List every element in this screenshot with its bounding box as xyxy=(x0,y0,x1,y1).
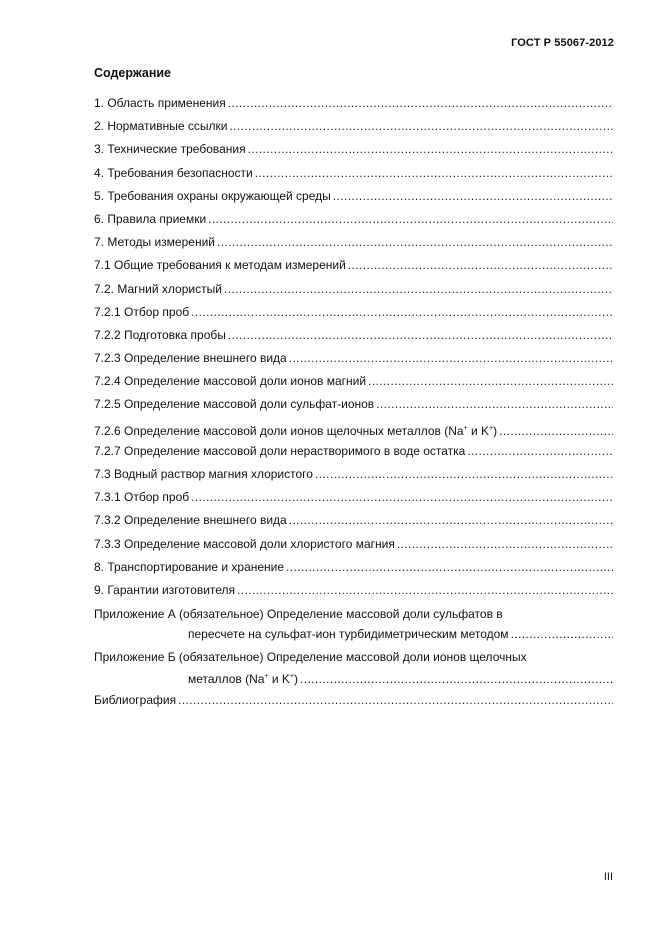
leader-dots xyxy=(376,393,613,416)
toc-entry[interactable] xyxy=(94,347,613,370)
toc-entry[interactable] xyxy=(94,509,613,532)
toc-entry-label: 7.1 Общие требования к методам измерений xyxy=(94,258,346,273)
toc-entry[interactable] xyxy=(94,138,613,161)
leader-dots xyxy=(289,347,613,370)
leader-dots xyxy=(178,689,613,712)
toc-title: Содержание xyxy=(94,66,172,80)
toc-entry[interactable] xyxy=(94,208,613,231)
toc-entry-label: 7.2.3 Определение внешнего вида xyxy=(94,351,287,366)
leader-dots xyxy=(191,301,613,324)
toc-entry-bibliography[interactable] xyxy=(94,689,613,712)
toc-entry[interactable] xyxy=(94,579,613,602)
toc-entry[interactable] xyxy=(94,254,613,277)
leader-dots xyxy=(397,533,613,556)
leader-dots xyxy=(289,509,613,532)
toc-entry[interactable] xyxy=(94,393,613,416)
toc-entry[interactable] xyxy=(94,301,613,324)
page-number: III xyxy=(603,871,613,883)
toc-entry[interactable] xyxy=(94,463,613,486)
toc-entry[interactable] xyxy=(94,324,613,347)
toc-entry-label: 7.2.2 Подготовка пробы xyxy=(94,327,226,342)
leader-dots xyxy=(315,463,613,486)
toc-entry[interactable] xyxy=(94,440,613,463)
toc-entry-label: 8. Транспортирование и хранение xyxy=(94,559,285,574)
leader-dots xyxy=(217,231,613,254)
toc-entry-label: 4. Требования безопасности xyxy=(94,165,253,180)
toc-entry-label: 7.2.5 Определение массовой доли сульфат-ионов xyxy=(94,397,375,412)
leader-dots xyxy=(300,669,613,689)
toc-entry-label: 9. Гарантии изготовителя xyxy=(94,582,236,597)
leader-dots xyxy=(237,579,613,602)
leader-dots xyxy=(224,278,613,301)
toc-entry-appendix-b[interactable] xyxy=(94,647,613,687)
toc-entry-label: 7.2. Магний хлористый xyxy=(94,281,222,296)
leader-dots xyxy=(333,185,613,208)
toc-entry[interactable] xyxy=(94,486,613,509)
leader-dots xyxy=(467,440,613,463)
toc-entry[interactable] xyxy=(94,185,613,208)
toc-entry-label: 1. Область применения xyxy=(94,96,226,110)
leader-dots xyxy=(511,624,613,644)
toc-entry-label: 7. Методы измерений xyxy=(94,235,215,250)
leader-dots xyxy=(368,370,613,393)
table-of-contents xyxy=(94,92,613,712)
toc-entry-label: 3. Технические требования xyxy=(94,142,246,157)
leader-dots xyxy=(348,254,613,277)
toc-entry-appendix-a[interactable] xyxy=(94,604,613,644)
leader-dots xyxy=(286,556,613,579)
toc-entry[interactable] xyxy=(94,115,613,138)
standard-number: ГОСТ Р 55067-2012 xyxy=(511,37,614,49)
toc-entry-label: 2. Нормативные ссылки xyxy=(94,119,228,134)
toc-entry[interactable] xyxy=(94,92,613,115)
appendix-a-line1: Приложение А (обязательное) Определение массовой доли сульфатов в xyxy=(94,607,503,622)
leader-dots xyxy=(255,162,613,185)
toc-entry[interactable] xyxy=(94,556,613,579)
leader-dots xyxy=(228,324,613,347)
toc-entry[interactable] xyxy=(94,417,613,440)
toc-entry-label: 7.3.2 Определение внешнего вида xyxy=(94,513,287,528)
toc-entry[interactable] xyxy=(94,278,613,301)
toc-entry[interactable] xyxy=(94,162,613,185)
toc-entry[interactable] xyxy=(94,533,613,556)
toc-entry-label: 7.2.4 Определение массовой доли ионов магний xyxy=(94,374,367,389)
toc-entry-label: Библиография xyxy=(94,693,177,708)
leader-dots xyxy=(208,208,613,231)
toc-entry[interactable] xyxy=(94,370,613,393)
appendix-a-line2: пересчете на сульфат-ион турбидиметрическим методом ..... xyxy=(94,624,613,644)
toc-entry-label: 5. Требования охраны окружающей среды xyxy=(94,188,331,203)
leader-dots xyxy=(228,92,613,115)
leader-dots xyxy=(248,138,613,161)
toc-entry-label: 6. Правила приемки xyxy=(94,211,207,226)
leader-dots xyxy=(229,115,613,138)
toc-entry-label: 7.3 Водный раствор магния хлористого xyxy=(94,467,313,481)
leader-dots xyxy=(191,486,613,509)
appendix-b-line1: Приложение Б (обязательное) Определение массовой доли ионов щелочных xyxy=(94,650,527,665)
toc-entry-label: 7.2.6 Определение массовой доли ионов щелочных металлов (Na+ и K+) xyxy=(94,423,498,438)
toc-entry-label: 7.2.7 Определение массовой доли нерастворимого в воде остатка xyxy=(94,443,466,458)
toc-entry-label: 7.2.1 Отбор проб xyxy=(94,304,190,319)
appendix-b-line2: металлов (Na+ и K+) ..... xyxy=(94,667,613,687)
toc-entry-label: 7.3.3 Определение массовой доли хлористого магния xyxy=(94,536,395,551)
toc-entry-label: 7.3.1 Отбор проб xyxy=(94,490,190,505)
toc-entry[interactable] xyxy=(94,231,613,254)
